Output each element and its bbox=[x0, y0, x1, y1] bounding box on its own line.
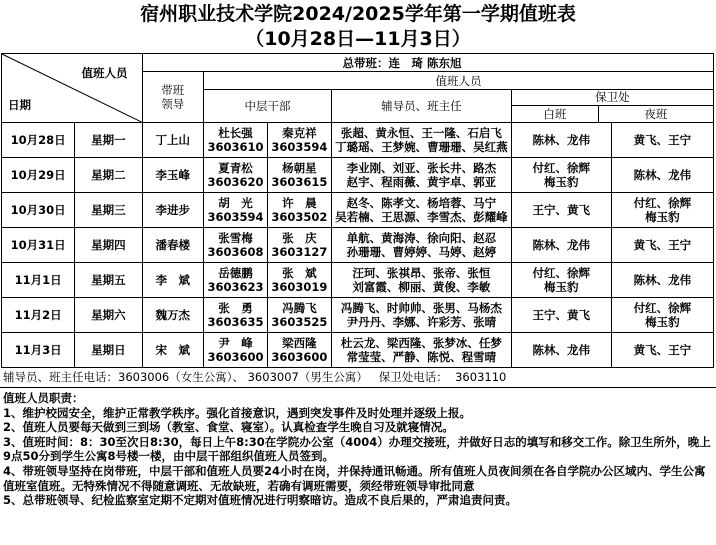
header-security: 保卫处 bbox=[512, 90, 713, 106]
middle-cadre-1-line1: 岳德鹏 bbox=[218, 266, 253, 280]
page-subtitle-date-range: （10月28日—11月3日） bbox=[245, 28, 471, 50]
counselor-cell-line1: 单航、黄海涛、徐向阳、赵忍 bbox=[346, 231, 497, 245]
middle-cadre-2 bbox=[267, 193, 331, 228]
date-cell: 11月2日 bbox=[2, 298, 75, 333]
middle-cadre-2-line1: 张 庆 bbox=[282, 231, 317, 245]
page-title: 宿州职业技术学院2024/2025学年第一学期值班表 bbox=[140, 3, 576, 25]
middle-cadre-1 bbox=[204, 193, 268, 228]
weekday-cell: 星期二 bbox=[75, 158, 142, 193]
middle-cadre-1-line2: 3603594 bbox=[207, 210, 264, 224]
date-cell: 11月1日 bbox=[2, 263, 75, 298]
counselor-cell bbox=[331, 333, 511, 368]
note-item-5: 5、总带班领导、纪检监察室定期不定期对值班情况进行明察暗访。造成不良后果的，严肃追责问责。 bbox=[3, 493, 517, 508]
middle-cadre-2-line1: 张 斌 bbox=[282, 266, 317, 280]
table-row bbox=[2, 193, 714, 228]
weekday-cell: 星期三 bbox=[75, 193, 142, 228]
middle-cadre-2-line2: 3603502 bbox=[271, 210, 328, 224]
day-shift-cell: 王宁、黄飞 bbox=[511, 193, 611, 228]
counselor-cell-line2: 常莹莹、严静、陈悦、程雪晴 bbox=[346, 350, 497, 364]
middle-cadre-2-line1: 秦克祥 bbox=[282, 126, 317, 140]
day-shift-cell: 陈林、龙伟 bbox=[511, 123, 611, 158]
note-item-4: 4、带班领导坚持在岗带班，中层干部和值班人员要24小时在岗，并保持通讯畅通。所有值班人员夜间须在各自学院办公区域内、学生公寓值班室值班。无特殊情况不得随意调班、无故缺班，若确有调班需要，须经带班领导审批同意 bbox=[3, 463, 706, 493]
day-shift-cell: 陈林、龙伟 bbox=[511, 333, 611, 368]
middle-cadre-1-line1: 夏青松 bbox=[218, 161, 253, 175]
middle-cadre-2 bbox=[267, 298, 331, 333]
date-cell: 10月30日 bbox=[2, 193, 75, 228]
middle-cadre-1 bbox=[204, 123, 268, 158]
counselor-cell-line1: 赵冬、陈孝文、杨培蓉、马宁 bbox=[346, 196, 497, 210]
leader-cell: 宋 斌 bbox=[142, 333, 204, 368]
header-duty-staff: 值班人员 bbox=[204, 72, 714, 90]
middle-cadre-2-line2: 3603615 bbox=[271, 175, 328, 189]
middle-cadre-2-line2: 3603594 bbox=[271, 140, 328, 154]
counselor-cell-line2: 刘富霞、柳丽、黄俊、李敏 bbox=[352, 280, 491, 294]
middle-cadre-2 bbox=[267, 263, 331, 298]
counselor-cell-line2: 尹丹丹、李娜、许彩芳、张晴 bbox=[346, 315, 497, 329]
day-shift-cell: 付红、徐辉 梅玉豹 bbox=[511, 158, 611, 193]
middle-cadre-1 bbox=[204, 263, 268, 298]
middle-cadre-1 bbox=[204, 228, 268, 263]
counselor-cell bbox=[331, 263, 511, 298]
middle-cadre-1-line1: 胡 光 bbox=[218, 196, 253, 210]
middle-cadre-1-line2: 3603620 bbox=[207, 175, 264, 189]
weekday-cell: 星期日 bbox=[75, 333, 142, 368]
duty-responsibilities bbox=[3, 391, 713, 508]
middle-cadre-2-line1: 许 晨 bbox=[282, 196, 317, 210]
night-shift-cell: 陈林、龙伟 bbox=[611, 263, 713, 298]
header-night-shift: 夜班 bbox=[644, 107, 668, 121]
leader-cell: 丁上山 bbox=[142, 123, 204, 158]
weekday-cell: 星期五 bbox=[75, 263, 142, 298]
middle-cadre-2-line2: 3603127 bbox=[271, 245, 328, 259]
counselor-cell-line1: 李业刚、刘亚、张长井、路杰 bbox=[346, 161, 497, 175]
weekday-cell: 星期六 bbox=[75, 298, 142, 333]
night-shift-cell: 付红、徐辉 梅玉豹 bbox=[611, 193, 713, 228]
note-item-2: 2、值班人员要每天做到三到场（教室、食堂、寝室）。认真检查学生晚自习及就寝情况。 bbox=[3, 420, 454, 435]
duty-table bbox=[1, 53, 714, 368]
weekday-cell: 星期四 bbox=[75, 228, 142, 263]
middle-cadre-2 bbox=[267, 333, 331, 368]
counselor-cell-line1: 汪珂、张祺昂、张帝、张恒 bbox=[352, 266, 491, 280]
table-row bbox=[2, 123, 714, 158]
counselor-cell-line2: 丁璐瑶、王梦婉、曹珊珊、吴红燕 bbox=[335, 140, 508, 154]
notes-heading: 值班人员职责： bbox=[3, 391, 84, 405]
counselor-cell-line2: 赵宇、程雨薇、黄宇卓、郭亚 bbox=[346, 175, 497, 189]
duty-rows bbox=[2, 123, 714, 368]
counselor-cell-line1: 冯腾飞、时帅帅、张男、马杨杰 bbox=[340, 301, 502, 315]
middle-cadre-1-line1: 张雪梅 bbox=[218, 231, 253, 245]
date-cell: 10月31日 bbox=[2, 228, 75, 263]
night-shift-cell: 黄飞、王宁 bbox=[611, 123, 713, 158]
middle-cadre-2 bbox=[267, 123, 331, 158]
counselor-cell bbox=[331, 158, 511, 193]
header-date-label: 日期 bbox=[8, 98, 31, 112]
day-shift-cell: 付红、徐辉 梅玉豹 bbox=[511, 263, 611, 298]
weekday-cell: 星期一 bbox=[75, 123, 142, 158]
date-cell: 10月28日 bbox=[2, 123, 75, 158]
table-row bbox=[2, 333, 714, 368]
header-leader-cell bbox=[142, 72, 204, 123]
middle-cadre-2-line1: 梁西隆 bbox=[282, 336, 317, 350]
night-shift-cell: 付红、徐辉 梅玉豹 bbox=[611, 298, 713, 333]
date-cell: 10月29日 bbox=[2, 158, 75, 193]
middle-cadre-2-line1: 杨朝星 bbox=[282, 161, 317, 175]
night-shift-cell: 黄飞、王宁 bbox=[611, 333, 713, 368]
leader-cell: 潘春楼 bbox=[142, 228, 204, 263]
note-item-1: 1、维护校园安全，维护正常教学秩序。强化首接意识，遇到突发事件及时处理并逐级上报。 bbox=[3, 405, 471, 420]
counselor-cell-line2: 吴若楠、王思源、李雪杰、彭耀峰 bbox=[335, 210, 508, 224]
middle-cadre-2 bbox=[267, 228, 331, 263]
header-middle-cadre: 中层干部 bbox=[204, 90, 332, 123]
leader-cell: 李玉峰 bbox=[142, 158, 204, 193]
leader-cell: 李 斌 bbox=[142, 263, 204, 298]
counselor-cell bbox=[331, 193, 511, 228]
section-divider bbox=[0, 387, 716, 388]
table-row bbox=[2, 263, 714, 298]
middle-cadre-1 bbox=[204, 158, 268, 193]
header-security-cell bbox=[511, 90, 713, 123]
table-row bbox=[2, 228, 714, 263]
night-shift-cell: 陈林、龙伟 bbox=[611, 158, 713, 193]
note-item-3: 3、值班时间：8：30至次日8:30，每日上午8:30在学院办公室（4004）办理交接班，并做好日志的填写和移交工作。除卫生所外，晚上9点50分到学生公寓8号楼一楼，由中层干部组织值班人员签到。 bbox=[3, 434, 711, 464]
middle-cadre-1 bbox=[204, 298, 268, 333]
contact-phones-line: 辅导员、班主任电话：3603006（女生公寓）、 3603007（男生公寓） 保卫处电话： 3603110 bbox=[3, 370, 507, 384]
header-counselor: 辅导员、班主任 bbox=[331, 90, 511, 123]
counselor-cell bbox=[331, 298, 511, 333]
header-day-shift: 白班 bbox=[512, 106, 599, 122]
middle-cadre-1-line1: 杜长强 bbox=[218, 126, 253, 140]
counselor-cell-line2: 孙珊珊、曹婷婷、马婷、赵婷 bbox=[346, 245, 497, 259]
middle-cadre-2-line2: 3603019 bbox=[271, 280, 328, 294]
table-row bbox=[2, 298, 714, 333]
counselor-cell-line1: 张超、黄永恒、王一隆、石启飞 bbox=[340, 126, 502, 140]
middle-cadre-2 bbox=[267, 158, 331, 193]
leader-cell: 李进步 bbox=[142, 193, 204, 228]
day-shift-cell: 王宁、黄飞 bbox=[511, 298, 611, 333]
night-shift-cell: 黄飞、王宁 bbox=[611, 228, 713, 263]
leader-cell: 魏万杰 bbox=[142, 298, 204, 333]
header-corner-cell bbox=[2, 54, 143, 123]
counselor-cell-line1: 杜云龙、梁西隆、张梦冰、任梦 bbox=[340, 336, 502, 350]
middle-cadre-2-line2: 3603525 bbox=[271, 315, 328, 329]
middle-cadre-1-line2: 3603608 bbox=[207, 245, 264, 259]
middle-cadre-1-line2: 3603600 bbox=[207, 350, 264, 364]
chief-duty-cell: 总带班：连 琦 陈东旭 bbox=[142, 54, 713, 72]
day-shift-cell: 陈林、龙伟 bbox=[511, 228, 611, 263]
middle-cadre-2-line1: 冯腾飞 bbox=[282, 301, 317, 315]
middle-cadre-1-line1: 张 勇 bbox=[218, 301, 253, 315]
middle-cadre-1-line2: 3603610 bbox=[207, 140, 264, 154]
middle-cadre-1-line1: 尹 峰 bbox=[218, 336, 253, 350]
counselor-cell bbox=[331, 228, 511, 263]
header-leader-line1: 带班 bbox=[161, 83, 185, 97]
middle-cadre-1 bbox=[204, 333, 268, 368]
middle-cadre-2-line2: 3603600 bbox=[271, 350, 328, 364]
date-cell: 11月3日 bbox=[2, 333, 75, 368]
table-row bbox=[2, 158, 714, 193]
counselor-cell bbox=[331, 123, 511, 158]
header-duty-person-label: 值班人员 bbox=[81, 66, 128, 80]
middle-cadre-1-line2: 3603635 bbox=[207, 315, 264, 329]
middle-cadre-1-line2: 3603623 bbox=[207, 280, 264, 294]
header-leader-line2: 领导 bbox=[161, 97, 185, 111]
